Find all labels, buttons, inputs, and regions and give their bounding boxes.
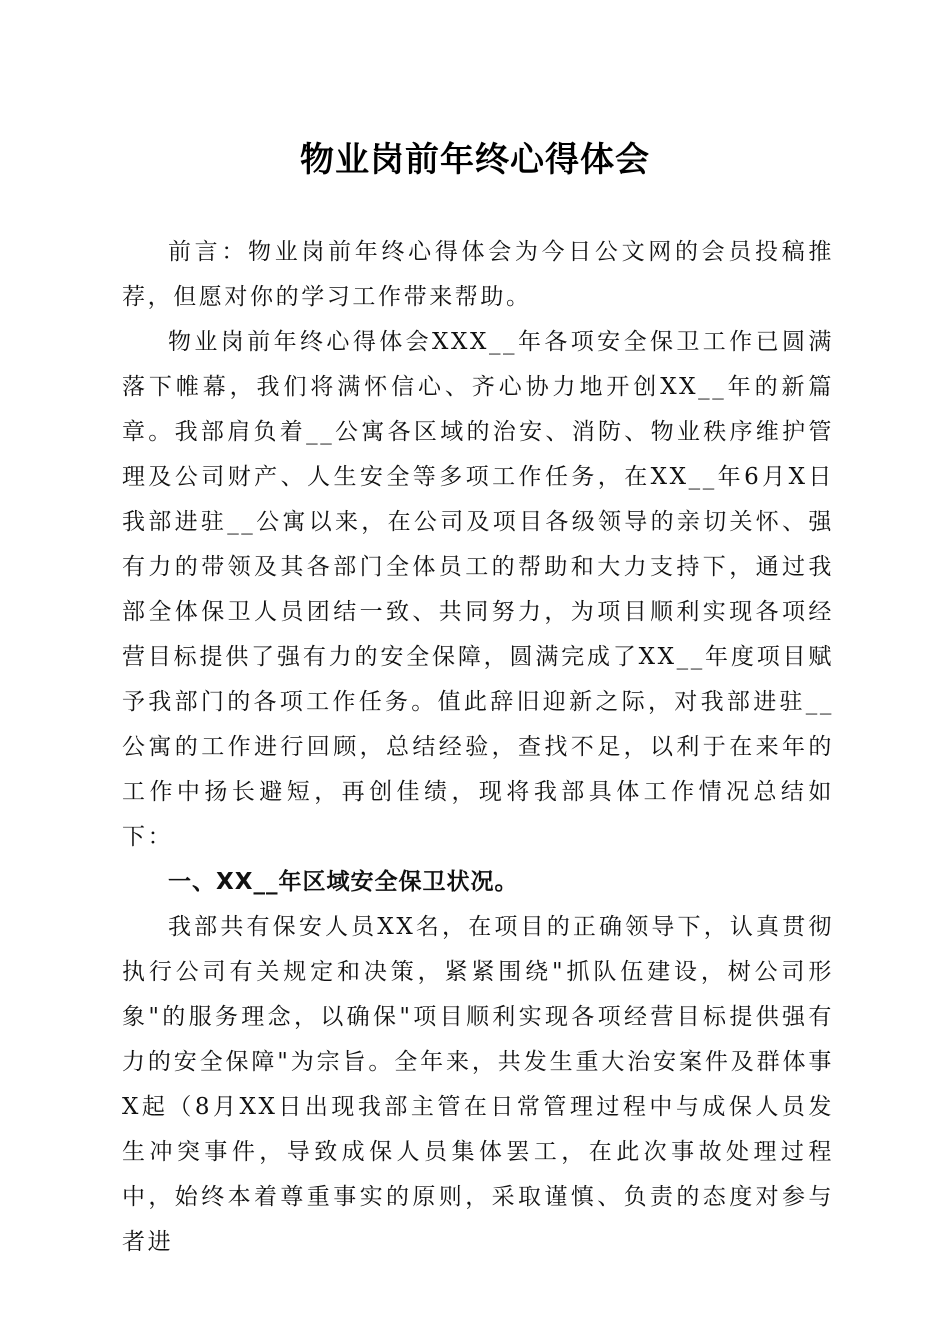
section-heading: 一、XX__年区域安全保卫状况。 bbox=[168, 869, 519, 895]
preface-paragraph: 前言：物业岗前年终心得体会为今日公文网的会员投稿推荐，但愿对你的学习工作带来帮助。 bbox=[122, 239, 834, 310]
document-body bbox=[122, 230, 834, 1265]
document-title: 物业岗前年终心得体会 bbox=[300, 140, 650, 180]
section-paragraph: 我部共有保安人员XX名，在项目的正确领导下，认真贯彻执行公司有关规定和决策，紧紧围绕"抓队伍建设，树公司形象"的服务理念，以确保"项目顺利实现各项经营目标提供强有力的安全保障"为宗旨。全年来，共发生重大治安案件及群体事X起（8月XX日出现我部主管在日常管理过程中与成保人员发生冲突事件，导致成保人员集体罢工，在此次事故处理过程中，始终本着尊重事实的原则，采取谨慎、负责的态度对参与者进 bbox=[122, 914, 834, 1255]
intro-paragraph: 物业岗前年终心得体会XXX__年各项安全保卫工作已圆满落下帷幕，我们将满怀信心、齐心协力地开创XX__年的新篇章。我部肩负着__公寓各区域的治安、消防、物业秩序维护管理及公司财产、人生安全等多项工作任务，在XX__年6月X日我部进驻__公寓以来，在公司及项目各级领导的亲切关怀、强有力的带领及其各部门全体员工的帮助和大力支持下，通过我部全体保卫人员团结一致、共同努力，为项目顺利实现各项经营目标提供了强有力的安全保障，圆满完成了XX__年度项目赋予我部门的各项工作任务。值此辞旧迎新之际，对我部进驻__公寓的工作进行回顾，总结经验，查找不足，以利于在来年的工作中扬长避短，再创佳绩，现将我部具体工作情况总结如下： bbox=[122, 329, 834, 850]
